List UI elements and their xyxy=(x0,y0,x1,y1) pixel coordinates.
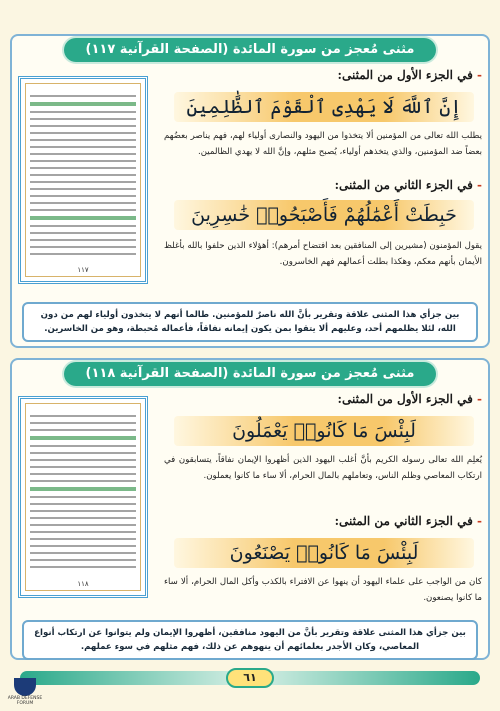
section-banner: مثنى مُعجز من سورة المائدة (الصفحة القرآنية ١١٨) xyxy=(64,362,436,386)
mushaf-page-image xyxy=(18,76,148,284)
explanation-text: يقول المؤمنون (مشيرين إلى المنافقين بعد افتضاح أمرهم): أهؤلاء الذين حلفوا بالله بأغلظ الأيمان بأنهم معكم، وهكذا بطلت أعمالهم فهم الخاسرون. xyxy=(164,241,482,267)
verse-highlight: حَبِطَتْ أَعْمَٰلُهُمْ فَأَصْبَحُوا۟ خَٰسِرِينَ xyxy=(174,200,474,230)
shield-icon xyxy=(14,678,36,696)
verse-highlight: لَبِئْسَ مَا كَانُوا۟ يَعْمَلُونَ xyxy=(174,416,474,446)
mushaf-page-number: ١١٨ xyxy=(77,580,89,588)
verse-highlight: لَبِئْسَ مَا كَانُوا۟ يَصْنَعُونَ xyxy=(174,538,474,568)
mushaf-page-number: ١١٧ xyxy=(77,266,89,274)
explanation-text: يُعلِم الله تعالى رسوله الكريم بأنَّ أغلب اليهود الذين أظهروا الإيمان نفاقاً، يتسابقون في ارتكاب المعاصي وظلم الناس، وتعاملهم بالمال الحرام، ألا ساء ما كانوا يعملون. xyxy=(164,455,482,481)
page-number: ٦١ xyxy=(226,668,274,688)
part-two-title: - في الجزء الثاني من المثنى: xyxy=(334,514,482,528)
mushaf-page-image xyxy=(18,396,148,598)
forum-logo xyxy=(4,678,46,708)
explanation-text: يطلب الله تعالى من المؤمنين ألا يتخذوا من اليهود والنصارى أولياء لهم، فهم يناصر بعضُهم بعضاً ضد المؤمنين، والذي يتخذهم أولياء، يُصبح مثلهم، وإنَّ الله لا يهدي الظالمين. xyxy=(164,131,482,157)
explanation-text: كان من الواجب على علماء اليهود أن ينهوا عن الافتراء بالكذب وأكل المال الحرام، ألا ساء ما كانوا يصنعون. xyxy=(164,577,482,603)
part-two-title: - في الجزء الثاني من المثنى: xyxy=(334,178,482,192)
part-one-title: - في الجزء الأول من المثنى: xyxy=(337,392,482,406)
relation-note: بين جزأي هذا المثنى علاقة وتقرير بأنَّ الله ناصرٌ للمؤمنين. طالما أنهم لا يتخذون أولياء لهم من دون الله، لئلا يظلمهم أحد، وعليهم ألا يتقوا بمن يكون إيمانه نفاقاً، فأعماله مُحبطة، وهو من الخاسرين. xyxy=(22,302,478,342)
verse-highlight: إِنَّ ٱللَّهَ لَا يَهْدِى ٱلْقَوْمَ ٱلظَّٰلِمِينَ xyxy=(174,92,474,122)
relation-note: بين جزأي هذا المثنى علاقة وتقرير بأنَّ من اليهود منافقين، أظهروا الإيمان ولم يتوانوا عن ارتكاب أنواع المعاصي، وكان الأجدر بعلمائهم أن ينهوهم عن ذلك، فهم مثلهم في سوء عملهم. xyxy=(22,620,478,660)
part-one-title: - في الجزء الأول من المثنى: xyxy=(337,68,482,82)
section-banner: مثنى مُعجز من سورة المائدة (الصفحة القرآنية ١١٧) xyxy=(64,38,436,62)
logo-text: ARAB DEFENSE FORUM xyxy=(7,696,43,706)
